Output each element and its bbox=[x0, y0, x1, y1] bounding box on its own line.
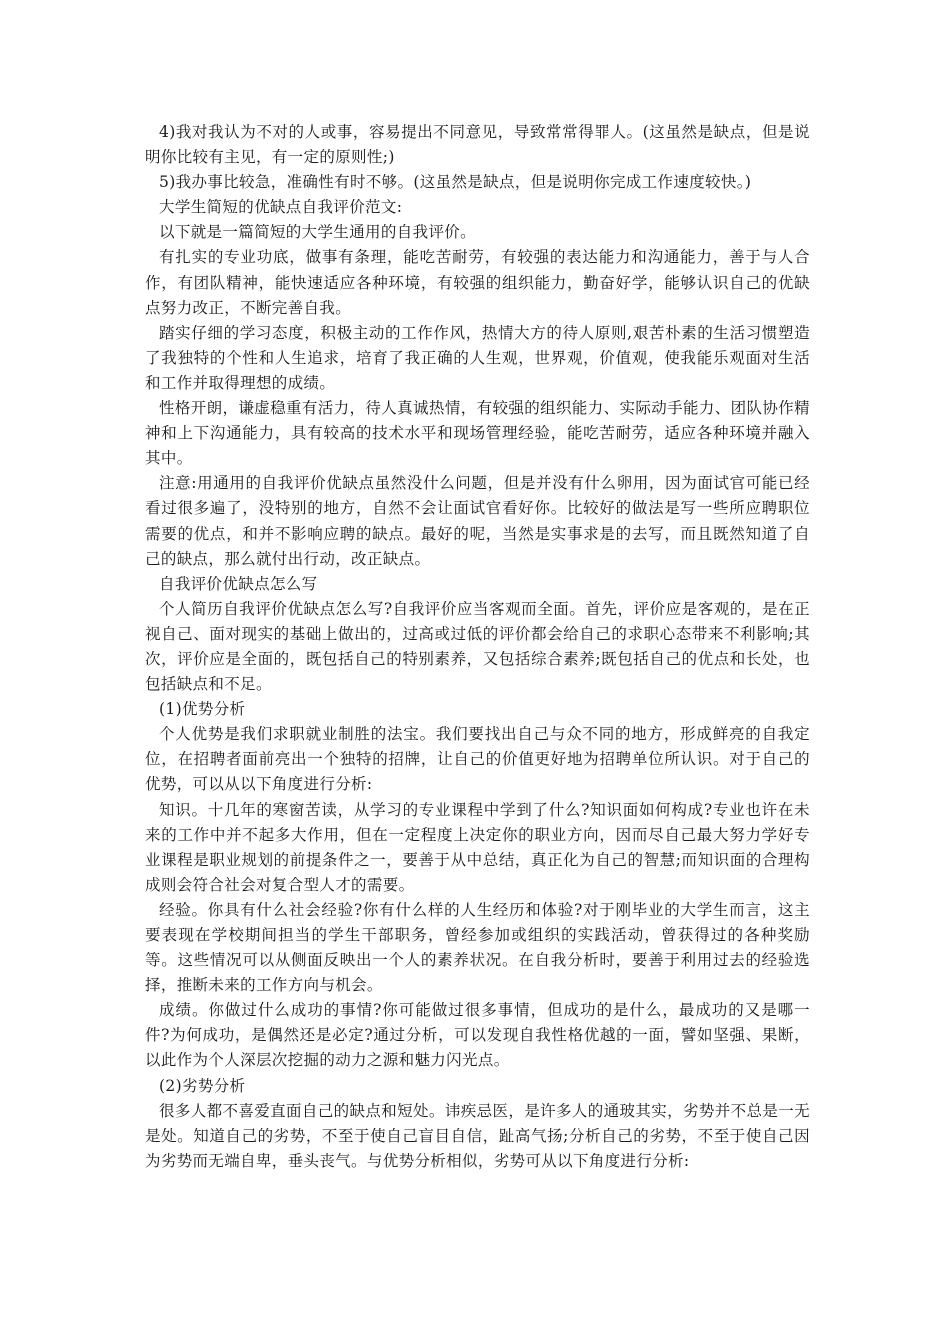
subsection-heading: (2)劣势分析 bbox=[159, 1076, 246, 1095]
paragraph: 成绩。你做过什么成功的事情?你可能做过很多事情，但成功的是什么，最成功的又是哪一件?为何成功，是偶然还是必定?通过分析，可以发现自我性格优越的一面，譬如坚强、果断，以此作为个人深层次挖掘的动力之源和魅力闪光点。 bbox=[145, 1001, 810, 1070]
paragraph: 个人简历自我评价优缺点怎么写?自我评价应当客观而全面。首先，评价应是客观的，是在正视自己、面对现实的基础上做出的，过高或过低的评价都会给自己的求职心态带来不利影响;其次，评价应是全面的，既包括自己的特别素养，又包括综合素养;既包括自己的优点和长处，也包括缺点和不足。 bbox=[145, 599, 810, 694]
paragraph: 个人优势是我们求职就业制胜的法宝。我们要找出自己与众不同的地方，形成鲜亮的自我定位，在招聘者面前亮出一个独特的招牌，让自己的价值更好地为招聘单位所认识。对于自己的优势，可以从以下角度进行分析: bbox=[145, 725, 810, 794]
paragraph: 经验。你具有什么社会经验?你有什么样的人生经历和体验?对于刚毕业的大学生而言，这主要表现在学校期间担当的学生干部职务，曾经参加或组织的实践活动，曾获得过的各种奖励等。这些情况可以从侧面反映出一个人的素养状况。在自我分析时，要善于利用过去的经验选择，推断未来的工作方向与机会。 bbox=[145, 900, 810, 995]
paragraph: 以下就是一篇简短的大学生通用的自我评价。 bbox=[159, 223, 477, 242]
paragraph: 知识。十几年的寒窗苦读，从学习的专业课程中学到了什么?知识面如何构成?专业也许在未来的工作中并不起多大作用，但在一定程度上决定你的职业方向，因而尽自己最大努力学好专业课程是职业规划的前提条件之一，要善于从中总结，真正化为自己的智慧;而知识面的合理构成则会符合社会对复合型人才的需要。 bbox=[145, 800, 810, 894]
paragraph: 注意:用通用的自我评价优缺点虽然没什么问题，但是并没有什么卵用，因为面试官可能已经看过很多遍了，没特别的地方，自然不会让面试官看好你。比较好的做法是写一些所应聘职位需要的优点，和并不影响应聘的缺点。最好的呢，当然是实事求是的去写，而且既然知道了自己的缺点，那么就付出行动，改正缺点。 bbox=[145, 474, 810, 568]
paragraph: 性格开朗，谦虚稳重有活力，待人真诚热情，有较强的组织能力、实际动手能力、团队协作精神和上下沟通能力，具有较高的技术水平和现场管理经验，能吃苦耐劳，适应各种环境并融入其中。 bbox=[145, 399, 810, 468]
paragraph: 4)我对我认为不对的人或事，容易提出不同意见，导致常常得罪人。(这虽然是缺点，但是说明你比较有主见，有一定的原则性;) bbox=[145, 123, 810, 167]
section-heading: 自我评价优缺点怎么写 bbox=[159, 574, 318, 593]
paragraph: 很多人都不喜爱直面自己的缺点和短处。讳疾忌医，是许多人的通玻其实，劣势并不总是一无是处。知道自己的劣势，不至于使自己盲目自信，趾高气扬;分析自己的劣势，不至于使自己因为劣势而无端自卑，垂头丧气。与优势分析相似，劣势可从以下角度进行分析: bbox=[145, 1101, 810, 1170]
section-heading: 大学生简短的优缺点自我评价范文: bbox=[159, 198, 403, 217]
paragraph: 有扎实的专业功底，做事有条理，能吃苦耐劳，有较强的表达能力和沟通能力，善于与人合作，有团队精神，能快速适应各种环境，有较强的组织能力，勤奋好学，能够认识自己的优缺点努力改正，不断完善自我。 bbox=[145, 248, 810, 317]
document-body bbox=[145, 120, 810, 1174]
subsection-heading: (1)优势分析 bbox=[159, 700, 246, 719]
paragraph: 5)我办事比较急，准确性有时不够。(这虽然是缺点，但是说明你完成工作速度较快。) bbox=[159, 173, 752, 192]
paragraph: 踏实仔细的学习态度，积极主动的工作作风，热情大方的待人原则,艰苦朴素的生活习惯塑造了我独特的个性和人生追求，培育了我正确的人生观，世界观，价值观，使我能乐观面对生活和工作并取得理想的成绩。 bbox=[145, 323, 810, 392]
